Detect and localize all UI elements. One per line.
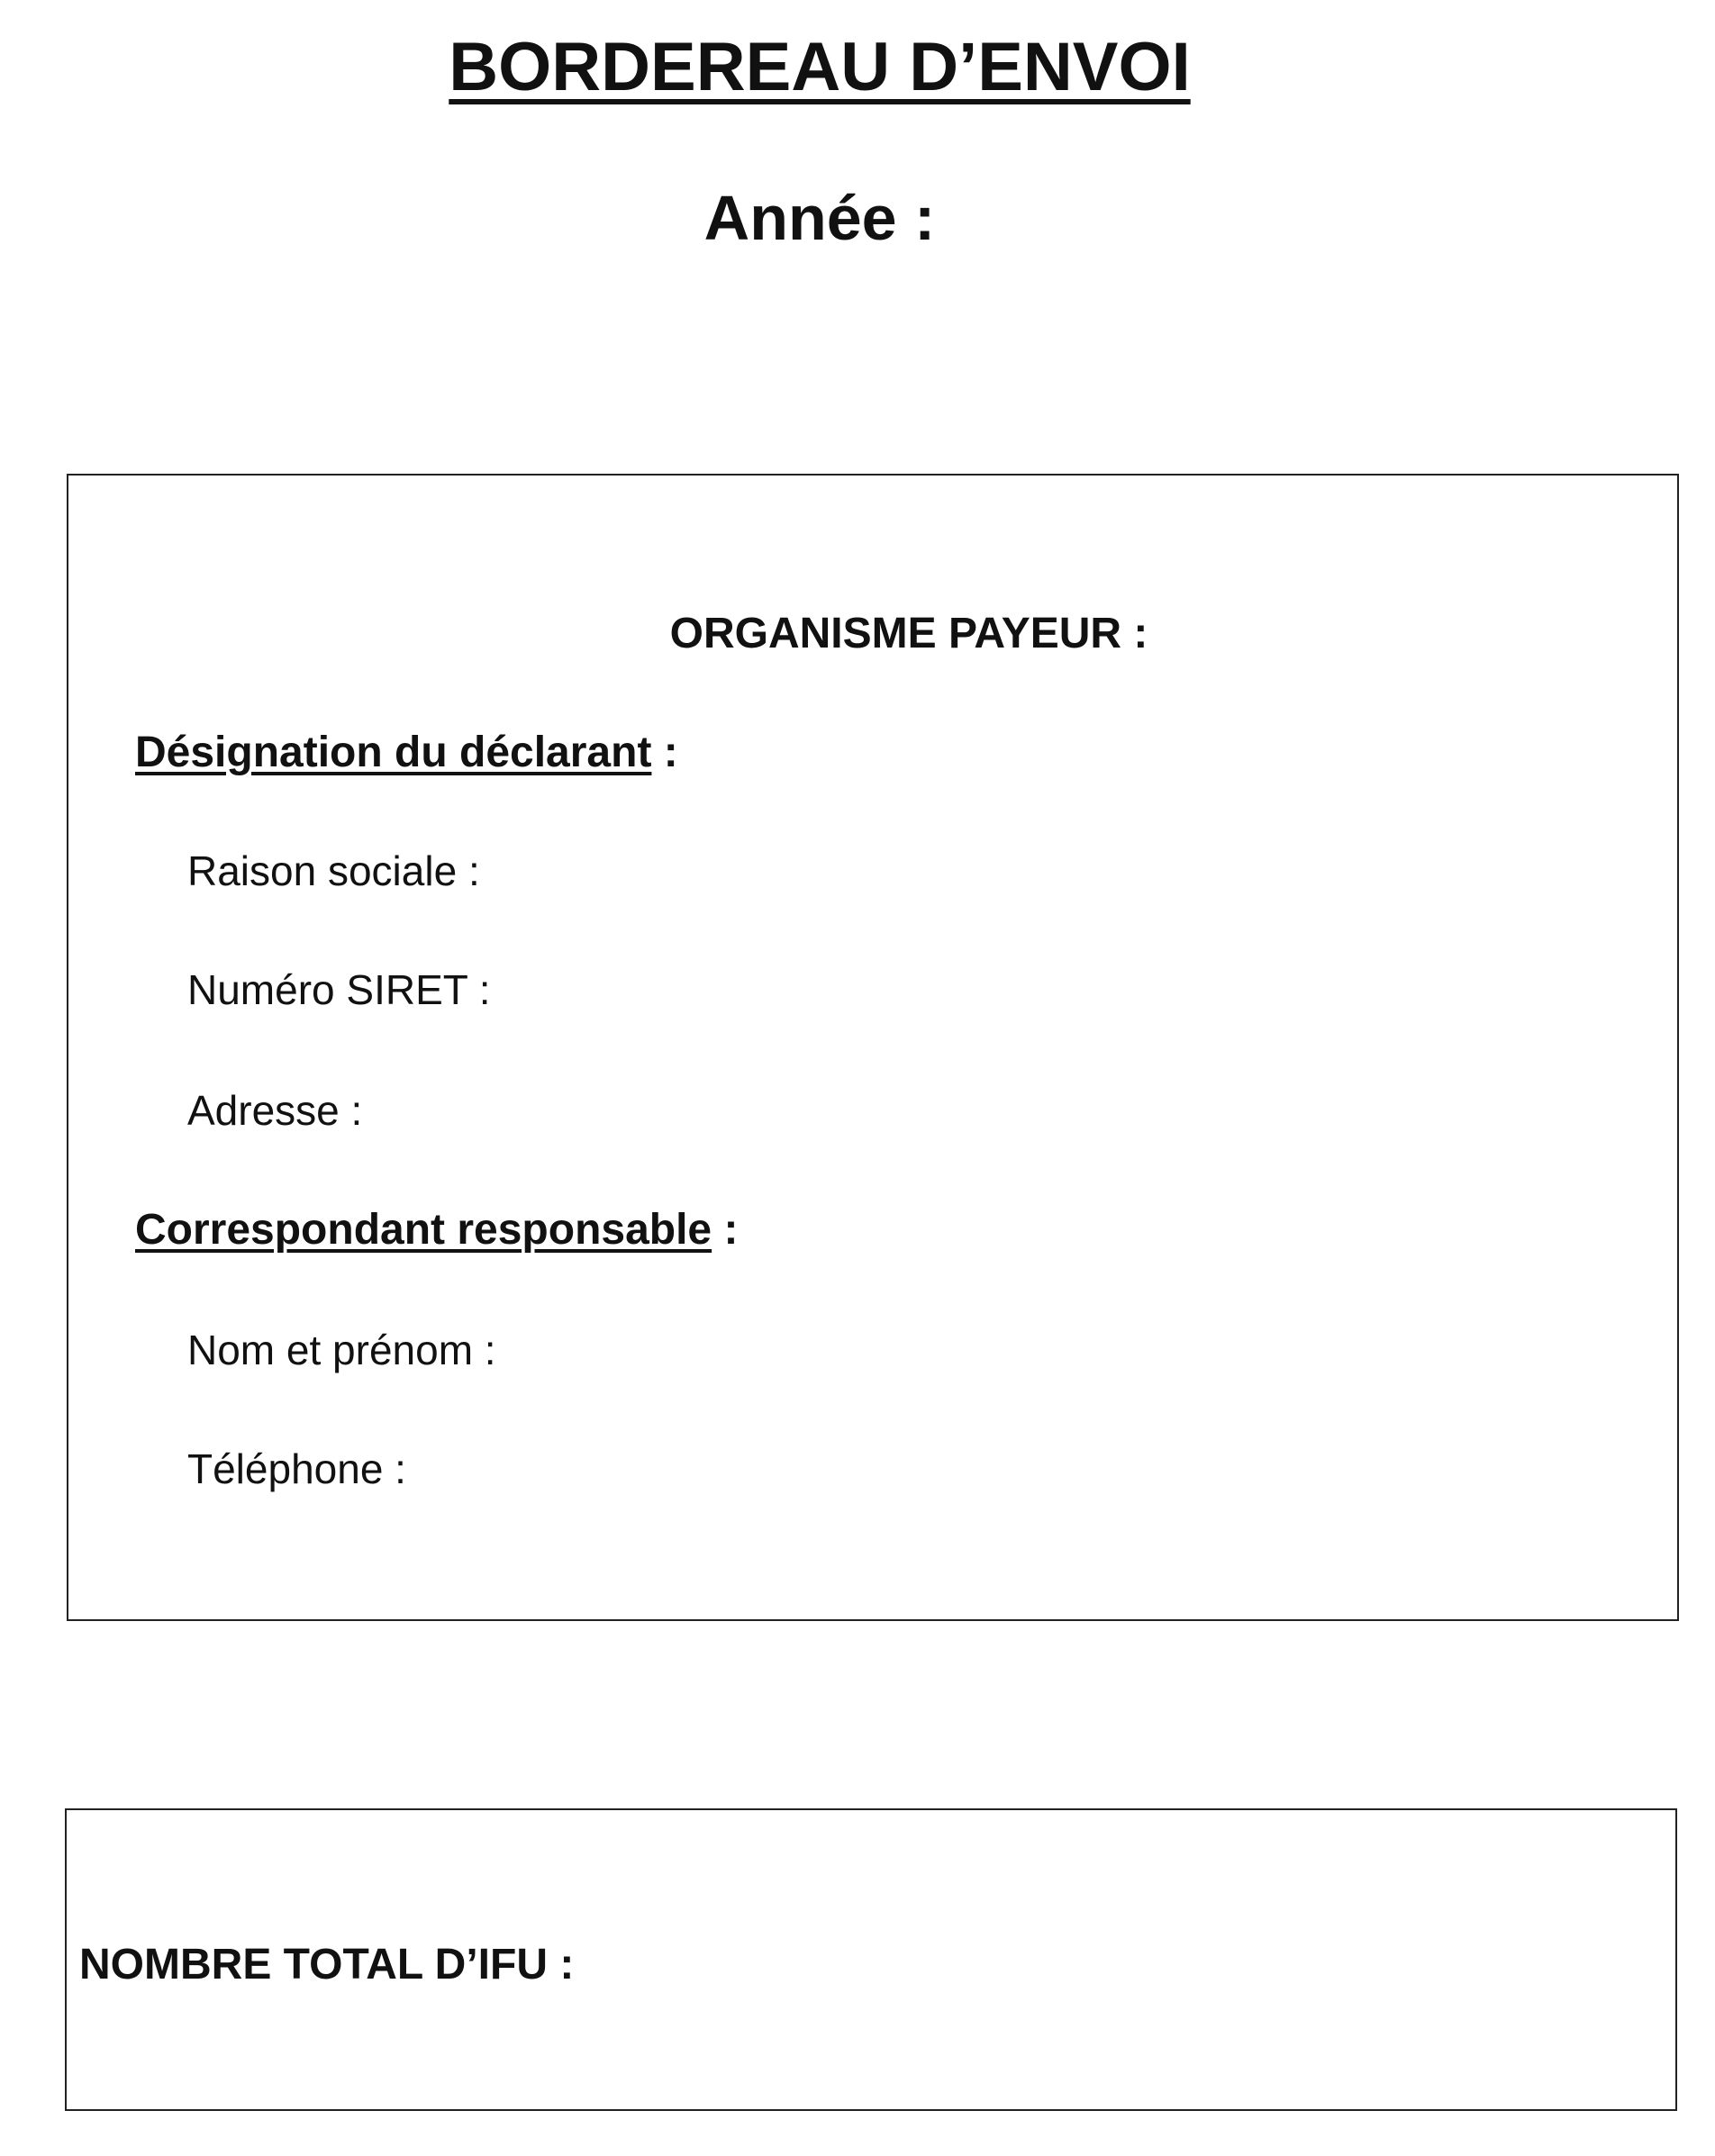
total-ifu-box bbox=[65, 1808, 1677, 2111]
correspondent-heading-suffix: : bbox=[712, 1206, 739, 1254]
payer-heading: ORGANISME PAYEUR : bbox=[669, 610, 1148, 657]
document-title-text: BORDEREAU D’ENVOI bbox=[449, 29, 1191, 105]
declarant-heading-suffix: : bbox=[651, 729, 678, 776]
declarant-section-heading bbox=[135, 726, 678, 780]
correspondent-heading-text: Correspondant responsable bbox=[135, 1206, 712, 1254]
total-ifu-label: NOMBRE TOTAL D’IFU : bbox=[79, 1941, 575, 1988]
field-address: Adresse : bbox=[187, 1087, 363, 1134]
field-siret-number: Numéro SIRET : bbox=[187, 966, 491, 1013]
document-title bbox=[0, 27, 1639, 108]
field-full-name: Nom et prénom : bbox=[187, 1327, 496, 1373]
field-phone: Téléphone : bbox=[187, 1445, 406, 1492]
declarant-heading-text: Désignation du déclarant bbox=[135, 729, 652, 776]
correspondent-section-heading bbox=[135, 1203, 738, 1257]
year-label: Année : bbox=[703, 183, 936, 253]
payer-organization-box bbox=[67, 474, 1679, 1621]
field-company-name: Raison sociale : bbox=[187, 847, 480, 894]
